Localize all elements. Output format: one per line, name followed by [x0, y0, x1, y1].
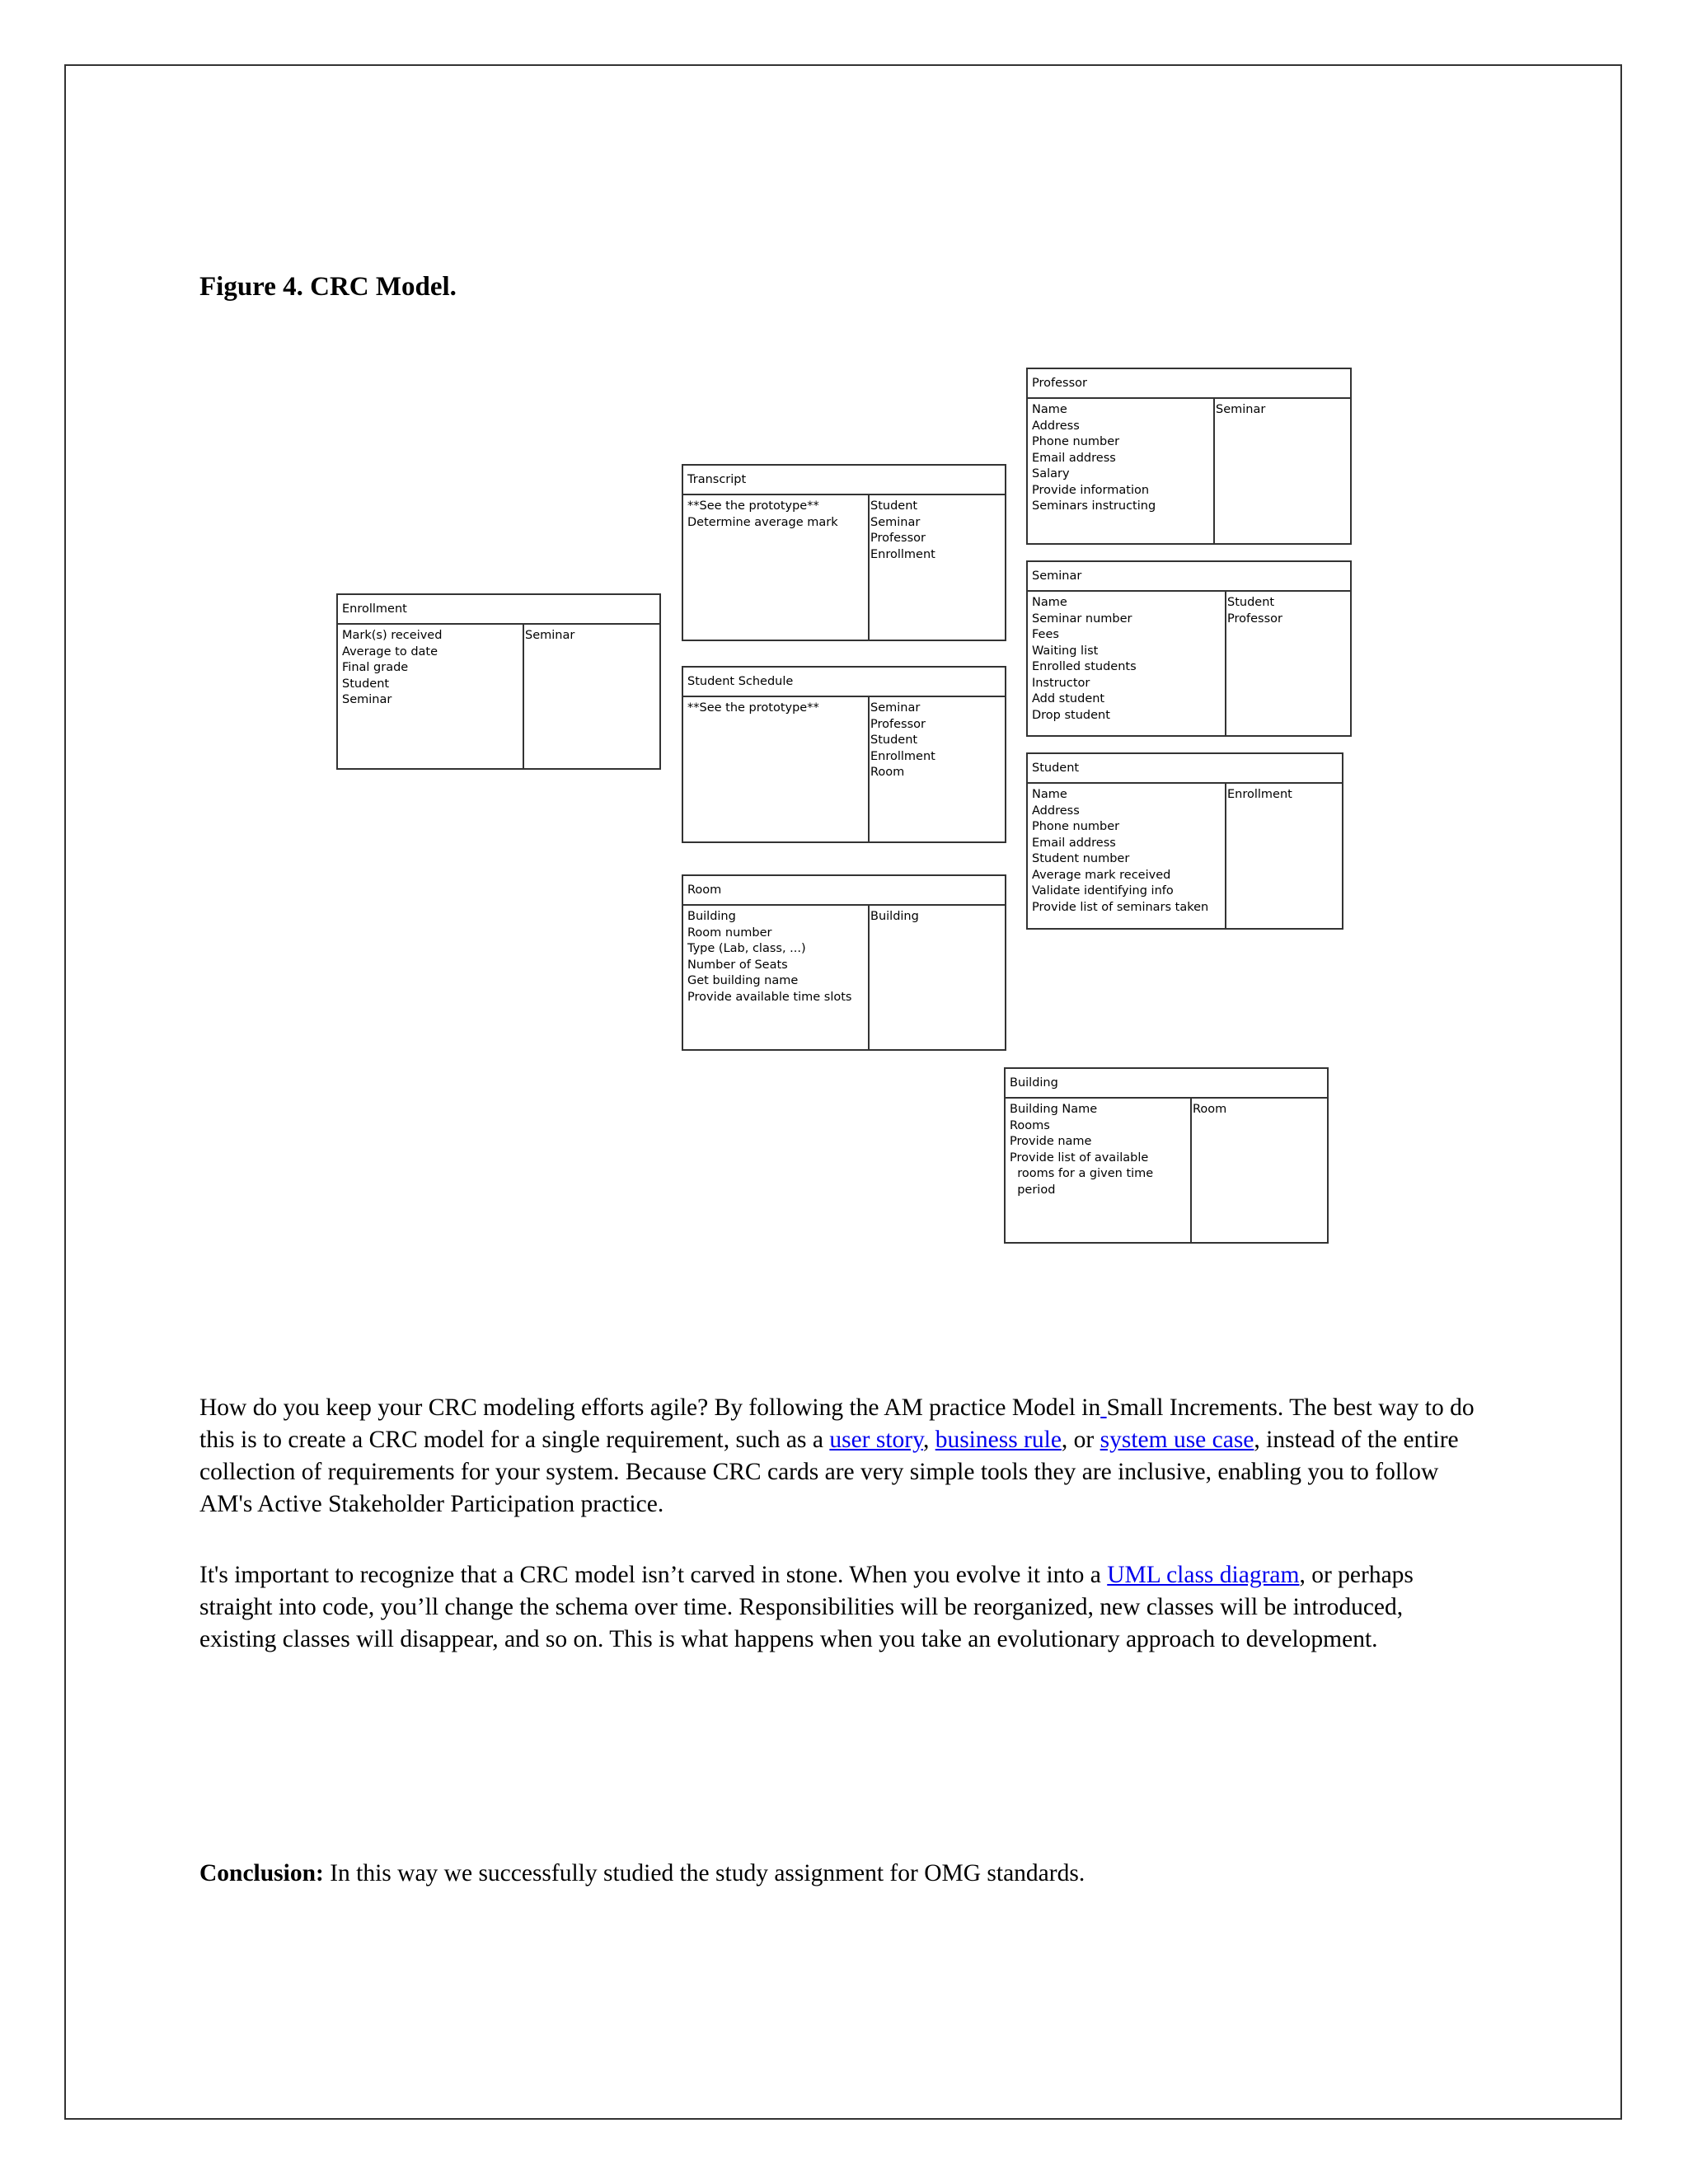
paragraph-text: , [922, 1427, 935, 1453]
responsibility-item: Type (Lab, class, ...) [687, 942, 806, 955]
responsibility-item: Student [342, 677, 390, 691]
collaborator-item: Room [870, 766, 905, 779]
responsibility-item: **See the prototype** [687, 499, 819, 513]
card-collaborators [866, 697, 1005, 781]
collaborator-item: Enrollment [1227, 788, 1292, 801]
responsibility-item: Number of Seats [687, 958, 788, 972]
responsibility-item: Fees [1032, 628, 1059, 641]
card-responsibilities [338, 625, 524, 768]
card-title: Enrollment [338, 595, 659, 625]
paragraph-text: It's important to recognize that a CRC model isn’t carved in stone. When you evolve it into a [199, 1562, 1108, 1588]
responsibility-item: Add student [1032, 692, 1105, 705]
paragraph-crc-agile [199, 1392, 1485, 1521]
collaborator-item: Professor [870, 532, 926, 545]
card-title: Room [683, 876, 1005, 906]
collaborator-item: Enrollment [870, 547, 935, 561]
figure-caption: Figure 4. CRC Model. [199, 272, 457, 302]
responsibility-item: Mark(s) received [342, 629, 443, 642]
paragraph-crc-evolution [199, 1559, 1485, 1656]
card-title: Professor [1028, 369, 1350, 399]
responsibility-item: Provide name [1010, 1135, 1092, 1148]
crc-card-room [682, 874, 1006, 1051]
crc-card-building [1004, 1067, 1329, 1244]
responsibility-item: Provide list of seminars taken [1032, 900, 1209, 914]
card-responsibilities [683, 906, 870, 1049]
link-business-rule[interactable]: business rule [935, 1427, 1062, 1453]
card-responsibilities [683, 697, 870, 841]
collaborator-item: Student [870, 499, 918, 513]
responsibility-item: Validate identifying info [1032, 884, 1174, 898]
responsibility-item: Determine average mark [687, 515, 838, 529]
responsibility-item: Name [1032, 788, 1067, 801]
responsibility-item: Provide available time slots [687, 990, 852, 1004]
responsibility-item: Student number [1032, 852, 1130, 865]
responsibility-item: Name [1032, 596, 1067, 609]
paragraph-text: , or perhaps straight into code, you’ll change the schema over time. Responsibilities will be reorganized, new classes will be introduced, existing classes will disappear, and so on. This is what happens when you take an evolutionary approach to development. [199, 1562, 1414, 1652]
card-responsibilities [1028, 592, 1226, 735]
responsibility-item: Drop student [1032, 708, 1110, 722]
responsibility-item: period [1010, 1183, 1056, 1197]
responsibility-item: Email address [1032, 836, 1116, 850]
crc-card-enrollment [336, 593, 661, 770]
collaborator-item: Professor [1227, 612, 1282, 626]
card-title: Student [1028, 754, 1342, 784]
responsibility-item: **See the prototype** [687, 701, 819, 715]
card-title: Transcript [683, 466, 1005, 495]
card-collaborators [1212, 399, 1350, 419]
card-title: Building [1006, 1069, 1327, 1099]
responsibility-item: Waiting list [1032, 644, 1099, 658]
card-responsibilities [1028, 784, 1226, 928]
responsibility-item: Address [1032, 419, 1080, 433]
responsibility-item: Building [687, 910, 736, 923]
card-responsibilities [683, 495, 870, 640]
card-collaborators [1223, 784, 1342, 804]
collaborator-item: Enrollment [870, 749, 935, 763]
responsibility-item: Phone number [1032, 435, 1120, 448]
crc-card-seminar [1026, 560, 1352, 737]
responsibility-item: Seminar [342, 693, 392, 706]
responsibility-item: Final grade [342, 661, 409, 674]
conclusion-label: Conclusion: [199, 1860, 324, 1886]
paragraph-text: , instead of the entire collection of requirements for your system. Because CRC cards are very simple tools they are inclusive, enabling you to follow AM's Active Stakeholder Participation practice. [199, 1427, 1459, 1517]
crc-card-transcript [682, 464, 1006, 641]
collaborator-item: Seminar [870, 515, 921, 529]
responsibility-item: Provide information [1032, 483, 1150, 497]
collaborator-item: Professor [870, 717, 926, 731]
crc-card-student-schedule [682, 666, 1006, 843]
paragraph-text: , or [1061, 1427, 1100, 1453]
responsibility-item: Name [1032, 403, 1067, 416]
page-border [64, 64, 1622, 2120]
crc-card-professor [1026, 368, 1352, 545]
collaborator-item: Building [870, 910, 919, 923]
card-collaborators [521, 625, 659, 644]
responsibility-item: Instructor [1032, 676, 1090, 690]
responsibility-item: Address [1032, 804, 1080, 818]
card-collaborators [1189, 1099, 1327, 1118]
responsibility-item: Rooms [1010, 1118, 1050, 1132]
responsibility-item: Phone number [1032, 820, 1120, 833]
paragraph-text: How do you keep your CRC modeling efforts agile? By following the AM practice Model in [199, 1394, 1101, 1421]
responsibility-item: Provide list of available [1010, 1151, 1149, 1165]
link-uml-class-diagram[interactable]: UML class diagram [1107, 1562, 1300, 1588]
responsibility-item: Enrolled students [1032, 660, 1137, 673]
link-system-use-case[interactable]: system use case [1100, 1427, 1254, 1453]
card-collaborators [1223, 592, 1350, 627]
card-title: Student Schedule [683, 668, 1005, 697]
card-collaborators [866, 495, 1005, 563]
responsibility-item: Average mark received [1032, 868, 1171, 882]
link-small-increments-gap[interactable] [1100, 1394, 1106, 1421]
responsibility-item: Get building name [687, 974, 799, 987]
card-responsibilities [1006, 1099, 1192, 1242]
responsibility-item: Email address [1032, 451, 1116, 465]
paragraph-text: Small Increments. The best way to do this is to create a CRC model for a single requirement, such as a [199, 1394, 1475, 1453]
responsibility-item: Average to date [342, 644, 438, 658]
card-title: Seminar [1028, 562, 1350, 592]
collaborator-item: Seminar [1216, 403, 1266, 416]
conclusion-text: In this way we successfully studied the study assignment for OMG standards. [323, 1860, 1085, 1886]
responsibility-item: Salary [1032, 467, 1070, 480]
conclusion [199, 1858, 1085, 1890]
collaborator-item: Student [870, 733, 918, 747]
responsibility-item: rooms for a given time [1010, 1167, 1154, 1180]
link-user-story[interactable]: user story [829, 1427, 923, 1453]
crc-card-student [1026, 752, 1343, 930]
card-responsibilities [1028, 399, 1215, 543]
collaborator-item: Student [1227, 596, 1275, 609]
responsibility-item: Seminar number [1032, 612, 1132, 626]
collaborator-item: Room [1193, 1103, 1227, 1116]
collaborator-item: Seminar [870, 701, 921, 715]
responsibility-item: Room number [687, 926, 772, 940]
responsibility-item: Seminars instructing [1032, 499, 1156, 513]
responsibility-item: Building Name [1010, 1103, 1098, 1116]
collaborator-item: Seminar [525, 629, 575, 642]
card-collaborators [866, 906, 1005, 926]
